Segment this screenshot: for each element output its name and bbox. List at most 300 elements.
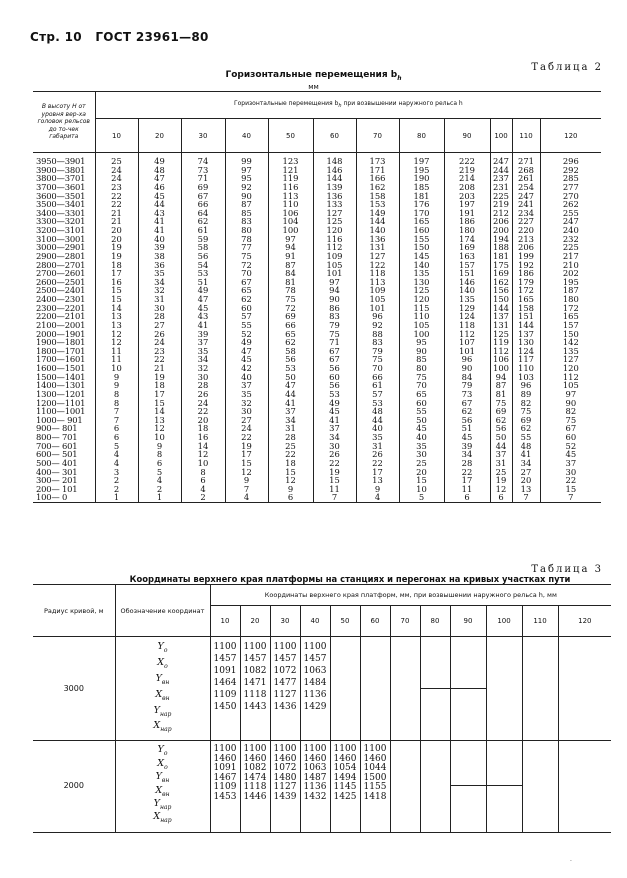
table-cell: 3700—3601: [36, 181, 86, 192]
table-cell: 45: [154, 190, 165, 201]
table-cell: 20: [111, 225, 122, 235]
elevation-column-header: 20: [240, 606, 270, 637]
table-cell: 32: [197, 363, 209, 373]
table-cell: 109: [369, 285, 386, 296]
table-cell: 160: [413, 225, 430, 235]
elevation-column-header: 40: [225, 119, 268, 153]
table-cell: 180: [459, 225, 475, 235]
table-cell: 22: [111, 190, 122, 201]
table-cell: 113: [282, 190, 299, 201]
table-cell: 100: [413, 328, 430, 339]
table3-label: Таблица 3: [531, 564, 603, 575]
table-cell: 3000—2901: [36, 242, 86, 253]
table-cell: 157: [562, 319, 579, 330]
table-cell: 78: [285, 285, 296, 296]
table-cell: 19: [495, 475, 507, 486]
table-bottom-rule: [313, 502, 356, 503]
table-cell: 234: [518, 207, 534, 218]
table-cell: 41: [520, 449, 532, 460]
table-cell: 17: [372, 466, 383, 477]
table-cell: 14: [111, 302, 122, 313]
table-cell: 97: [329, 276, 340, 287]
table-cell: 75: [285, 294, 296, 304]
table-cell: 1155: [363, 782, 387, 793]
table-cell: 214: [459, 173, 475, 184]
table-cell: 24: [111, 173, 122, 184]
table-cell: 62: [285, 337, 296, 348]
table-cell: 42: [241, 363, 252, 373]
table-cell: 6: [156, 457, 163, 468]
displacement-column: [444, 153, 490, 503]
table-cell: 53: [372, 397, 383, 408]
table-cell: 55: [416, 406, 427, 417]
table-cell: 30: [329, 440, 340, 451]
table-cell: 112: [459, 328, 475, 339]
table-cell: 179: [518, 276, 534, 287]
table-cell: 31: [495, 457, 507, 468]
table-cell: 9: [156, 440, 163, 451]
table-cell: 300— 201: [36, 475, 78, 486]
platform-coordinates-table: [33, 584, 611, 833]
table-cell: 18: [197, 423, 209, 434]
table-cell: 44: [154, 199, 165, 210]
elevation-column-header: 50: [268, 119, 313, 153]
table-cell: 13: [520, 483, 532, 494]
table-cell: 217: [562, 250, 579, 261]
table-cell: 140: [413, 259, 430, 270]
table-cell: 1400—1301: [36, 380, 86, 391]
elevation-column-header: 30: [270, 606, 300, 637]
table-cell: 1118: [243, 782, 267, 793]
table-cell: 144: [369, 216, 386, 227]
table-cell: 169: [493, 268, 509, 279]
table-cell: 220: [518, 225, 534, 235]
table-cell: 247: [493, 156, 509, 166]
table-cell: 1467: [213, 772, 237, 783]
table-cell: 292: [562, 164, 579, 175]
table-cell: 1439: [273, 791, 297, 802]
table-cell: 62: [520, 423, 532, 434]
table-cell: 71: [197, 173, 209, 184]
table-cell: 21: [111, 216, 122, 227]
table-cell: 1457: [303, 654, 327, 664]
table-cell: 40: [372, 423, 383, 434]
table-cell: 270: [562, 190, 579, 201]
table-cell: 22: [154, 354, 165, 365]
table-cell: 172: [562, 302, 579, 313]
table-cell: 1460: [333, 753, 357, 764]
table-cell: 1457: [273, 654, 297, 664]
table-cell: 2400—2301: [36, 294, 86, 304]
table-cell: 1450: [213, 702, 237, 712]
table-cell: 1480: [273, 772, 297, 783]
table-cell: 22: [197, 406, 209, 417]
table-cell: 3800—3701: [36, 173, 86, 184]
table-cell: 158: [518, 302, 534, 313]
coord-symbol: $X_о$: [157, 757, 168, 771]
table-cell: 40: [241, 371, 252, 382]
table-cell: 50: [285, 371, 296, 382]
table-cell: 195: [562, 276, 579, 287]
table-cell: 137: [518, 328, 534, 339]
empty-column: [450, 741, 486, 832]
table-cell: 14: [197, 440, 209, 451]
table-cell: 69: [495, 406, 507, 417]
coord-value-column: [210, 637, 240, 741]
table-cell: 4: [243, 492, 250, 502]
table2-label: Таблица 2: [531, 62, 603, 73]
table-cell: 600— 501: [36, 449, 78, 460]
table-cell: 1425: [333, 791, 357, 802]
table-cell: 13: [111, 311, 122, 322]
table-cell: 26: [372, 449, 383, 460]
table-cell: 5: [156, 466, 163, 477]
table-cell: 28: [461, 457, 473, 468]
table-cell: 150: [413, 242, 430, 253]
table-cell: 46: [154, 181, 165, 192]
table-cell: 169: [459, 242, 475, 253]
table-cell: 139: [326, 181, 343, 192]
table-cell: 45: [416, 423, 427, 434]
table-cell: 120: [562, 363, 579, 373]
table-cell: 26: [154, 328, 165, 339]
table-cell: 34: [285, 414, 296, 425]
displacement-column: [181, 153, 225, 503]
table-cell: 9: [287, 483, 294, 494]
table-cell: 9: [113, 380, 120, 391]
table-cell: 75: [520, 406, 532, 417]
table-cell: 120: [326, 225, 343, 235]
table-cell: 165: [518, 294, 534, 304]
table-cell: 7: [243, 483, 250, 494]
table-cell: 140: [459, 285, 475, 296]
table-cell: 1460: [363, 753, 387, 764]
coord-value-column: [240, 741, 270, 832]
table-cell: 1100: [213, 642, 237, 652]
elevation-column-header: 10: [210, 606, 240, 637]
table-cell: 197: [413, 156, 430, 166]
table-cell: 90: [461, 363, 473, 373]
radius-header: Радиус кривой, м: [33, 585, 115, 637]
table-cell: 27: [154, 319, 165, 330]
radius-value: 2000: [33, 741, 115, 832]
table-cell: 18: [111, 259, 122, 270]
table-cell: 1446: [243, 791, 267, 802]
table-cell: 125: [413, 285, 430, 296]
table-cell: 34: [329, 432, 340, 442]
table-cell: 45: [461, 432, 473, 442]
coord-value-column: [330, 741, 360, 832]
table-cell: 145: [413, 250, 430, 261]
table-cell: 124: [459, 311, 475, 322]
table-cell: 112: [326, 242, 343, 253]
table-cell: 206: [493, 216, 509, 227]
table-cell: 70: [241, 268, 252, 279]
table-cell: 13: [111, 319, 122, 330]
table2-unit: мм: [308, 83, 319, 91]
table-cell: 47: [197, 294, 209, 304]
table-cell: 2600—2501: [36, 276, 86, 287]
table-cell: 2800—2701: [36, 259, 86, 270]
table-cell: 149: [369, 207, 386, 218]
table-cell: 271: [518, 156, 534, 166]
table-cell: 34: [461, 449, 473, 460]
table-cell: 83: [241, 216, 252, 227]
table-cell: 1494: [333, 772, 357, 783]
table-cell: 62: [461, 406, 473, 417]
table-cell: 127: [562, 354, 579, 365]
table-cell: 186: [459, 216, 475, 227]
table-cell: 1460: [213, 753, 237, 764]
table-cell: 231: [493, 181, 509, 192]
table-cell: 1127: [273, 782, 297, 793]
displacement-span-header: Горизонтальные перемещения $b_h$ при возвышении наружного рельса h: [95, 92, 601, 119]
table-cell: 187: [562, 285, 579, 296]
table-cell: 96: [461, 354, 473, 365]
table-cell: 45: [241, 354, 252, 365]
table-cell: 65: [416, 388, 427, 399]
table-cell: 112: [562, 371, 579, 382]
table-cell: 1072: [273, 763, 297, 774]
displacement-column: [540, 153, 601, 503]
empty-column: [522, 741, 558, 832]
table-cell: 20: [416, 466, 427, 477]
gost-number: ГОСТ 23961—80: [95, 30, 209, 44]
table-cell: 1600—1501: [36, 363, 86, 373]
table-cell: 34: [520, 457, 532, 468]
table-cell: 1457: [243, 654, 267, 664]
table-cell: 5: [418, 492, 425, 502]
table-cell: 122: [369, 259, 386, 270]
table-cell: 210: [562, 259, 579, 270]
table-cell: 43: [154, 207, 165, 218]
table-cell: 62: [241, 294, 252, 304]
table-cell: 67: [461, 397, 473, 408]
table-cell: 15: [416, 475, 427, 486]
table-cell: 9: [374, 483, 381, 494]
table-cell: 200— 101: [36, 483, 78, 494]
table-cell: 18: [154, 380, 165, 391]
table-bottom-rule: [268, 502, 313, 503]
table-cell: 45: [197, 302, 209, 313]
table-cell: 88: [372, 328, 383, 339]
table-cell: 12: [111, 328, 122, 339]
coord-designations: [115, 637, 210, 741]
table-cell: 25: [495, 466, 507, 477]
table-cell: 150: [493, 294, 509, 304]
table-bottom-rule: [225, 502, 268, 503]
table-cell: 94: [285, 242, 296, 253]
table-cell: 247: [518, 190, 534, 201]
table-cell: 66: [372, 371, 383, 382]
table-cell: 83: [372, 337, 383, 348]
table-cell: 10: [111, 363, 122, 373]
table-cell: 165: [413, 216, 430, 227]
table-cell: 49: [197, 285, 209, 296]
coord-symbol: $X_{вн}$: [155, 784, 170, 798]
table-cell: 133: [326, 199, 343, 210]
table-cell: 12: [197, 449, 209, 460]
table-cell: 67: [241, 276, 252, 287]
table-cell: 130: [518, 337, 534, 348]
dash-line: [421, 688, 450, 689]
table-cell: 99: [241, 156, 252, 166]
table-cell: 206: [518, 242, 534, 253]
table-cell: 232: [562, 233, 579, 244]
table-cell: 1436: [273, 702, 297, 712]
table-cell: 50: [495, 432, 507, 442]
table-cell: 48: [372, 406, 383, 417]
table-cell: 4: [156, 475, 163, 486]
table-cell: 90: [565, 397, 577, 408]
displacement-column: [356, 153, 399, 503]
table-cell: 1443: [243, 702, 267, 712]
table-cell: 100— 0: [36, 492, 68, 502]
table-cell: 37: [197, 337, 209, 348]
table-cell: 36: [154, 259, 165, 270]
table-cell: 162: [369, 181, 386, 192]
table-cell: 1471: [243, 678, 267, 688]
elevation-column-header: 110: [522, 606, 558, 637]
elevation-column-header: 60: [313, 119, 356, 153]
table-cell: 37: [565, 457, 577, 468]
table-cell: 55: [520, 432, 532, 442]
table-cell: 190: [413, 173, 430, 184]
table-cell: 22: [565, 475, 577, 486]
table-cell: 96: [520, 380, 532, 391]
table-cell: 26: [329, 449, 340, 460]
table-cell: 3200—3101: [36, 225, 86, 235]
table-cell: 20: [197, 414, 209, 425]
table-cell: 109: [326, 250, 343, 261]
table-cell: 156: [493, 285, 509, 296]
table-cell: 105: [326, 259, 343, 270]
table-cell: 41: [329, 414, 340, 425]
table-cell: 163: [459, 250, 475, 261]
table-cell: 51: [197, 276, 209, 287]
table-cell: 75: [241, 250, 252, 261]
table-cell: 296: [562, 156, 579, 166]
table-cell: 31: [154, 294, 165, 304]
table-cell: 79: [372, 345, 383, 356]
table-bottom-rule: [444, 502, 490, 503]
table-cell: 127: [369, 250, 386, 261]
table-cell: 202: [562, 268, 579, 279]
table-cell: 1100: [243, 744, 267, 755]
table-cell: 84: [285, 268, 296, 279]
table-cell: 900— 801: [36, 423, 78, 434]
table-cell: 1500: [363, 772, 387, 783]
table-cell: 35: [197, 345, 209, 356]
table-cell: 23: [111, 181, 122, 192]
table-cell: 8: [200, 466, 206, 477]
displacement-column: [399, 153, 444, 503]
table-cell: 2: [156, 483, 163, 494]
table-cell: 208: [459, 181, 475, 192]
table-bottom-rule: [399, 502, 444, 503]
table-cell: 135: [562, 345, 579, 356]
table-cell: 213: [518, 233, 534, 244]
table-cell: 261: [518, 173, 534, 184]
table-cell: 10: [197, 457, 209, 468]
table-cell: 200: [493, 225, 509, 235]
table-cell: 56: [495, 423, 507, 434]
table-cell: 174: [459, 233, 475, 244]
elevation-column-header: 50: [330, 606, 360, 637]
height-range-column: [33, 153, 95, 503]
table-cell: 34: [154, 276, 165, 287]
table-cell: 37: [495, 449, 507, 460]
table-cell: 8: [113, 397, 120, 408]
table-cell: 227: [518, 216, 534, 227]
table-cell: 3300—3201: [36, 216, 86, 227]
displacement-column: [268, 153, 313, 503]
table-cell: 1487: [303, 772, 327, 783]
table-cell: 69: [197, 181, 209, 192]
table-cell: 1091: [213, 666, 237, 676]
table-cell: 49: [154, 156, 165, 166]
table-cell: 8: [113, 388, 120, 399]
table-cell: 1063: [303, 666, 327, 676]
table-cell: 3600—3501: [36, 190, 86, 201]
coord-symbol: $X_{вн}$: [155, 688, 170, 702]
table-cell: 118: [369, 268, 386, 279]
table-cell: 12: [495, 483, 507, 494]
table-cell: 10: [416, 483, 427, 494]
table-cell: 34: [197, 354, 209, 365]
coord-designation-header: Обозначение координат: [115, 585, 210, 637]
table-cell: 144: [493, 302, 509, 313]
table-cell: 150: [562, 328, 579, 339]
table-cell: 26: [197, 388, 209, 399]
table-cell: 56: [285, 354, 296, 365]
dash-line: [487, 785, 522, 786]
table-cell: 1136: [303, 782, 327, 793]
table-cell: 90: [241, 190, 252, 201]
table-cell: 1429: [303, 702, 327, 712]
table-cell: 106: [493, 354, 509, 365]
table-cell: 72: [241, 259, 252, 270]
table-cell: 3900—3801: [36, 164, 86, 175]
table-cell: 125: [326, 216, 343, 227]
table-cell: 15: [329, 475, 340, 486]
table-cell: 56: [329, 363, 340, 373]
table-cell: 97: [285, 233, 296, 244]
table-cell: 1118: [243, 690, 267, 700]
elevation-column-header: 100: [490, 119, 512, 153]
page-number: Стр. 10: [30, 30, 82, 44]
table-cell: 13: [154, 414, 165, 425]
table-cell: 112: [493, 345, 509, 356]
table-cell: 37: [241, 380, 252, 391]
table-cell: 71: [329, 337, 340, 348]
table-cell: 262: [562, 199, 579, 210]
table-cell: 105: [413, 319, 430, 330]
coord-value-column: [360, 741, 390, 832]
elevation-column-header: 10: [95, 119, 138, 153]
table-cell: 142: [562, 337, 579, 348]
table-cell: 101: [369, 302, 386, 313]
table-cell: 49: [241, 337, 252, 348]
table-cell: 155: [413, 233, 430, 244]
table-cell: 30: [154, 302, 165, 313]
table-cell: 116: [282, 181, 299, 192]
table-cell: 24: [154, 337, 165, 348]
table-cell: 3950—3901: [36, 156, 86, 166]
table-cell: 6: [287, 492, 294, 502]
table-row: [33, 153, 601, 503]
table-cell: 24: [241, 423, 252, 434]
